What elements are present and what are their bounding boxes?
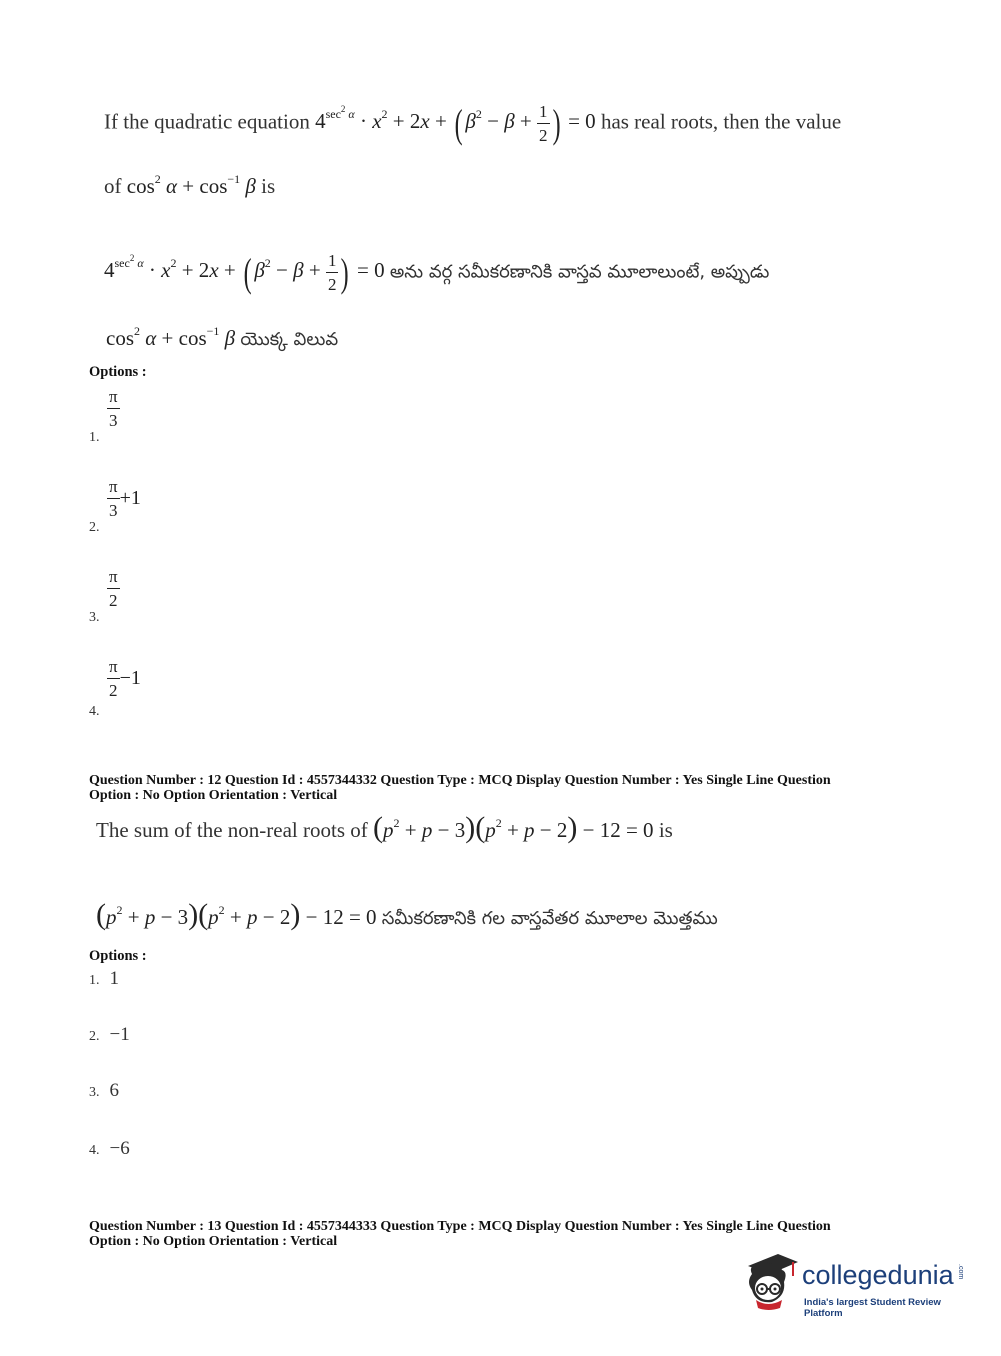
q12-te-text: సమీకరణానికి గల వాస్తవేతర మూలాల మొత్తము (381, 908, 718, 929)
question-11-english-line2 (104, 172, 275, 199)
option-value: 6 (109, 1080, 119, 1101)
q12-option-3[interactable] (89, 1080, 119, 1102)
option-number: 3. (89, 1085, 100, 1100)
q11-en-prefix: If the quadratic equation (104, 109, 310, 134)
option-expression: $\frac{\pi}{3}$ +1 (109, 477, 141, 520)
q11-te-expression: $\cos^2 \alpha + \cos^{-1} \beta$ (106, 324, 236, 350)
question-11-telugu-line2 (106, 324, 338, 354)
logo-tagline: India's largest Student Review Platform (804, 1297, 941, 1319)
q12-meta-line2: Option : No Option Orientation : Vertical (89, 788, 338, 803)
q13-meta-line1: Question Number : 13 Question Id : 4557344333 Question Type : MCQ Display Question Number : Yes Single Line Question (89, 1219, 831, 1234)
option-number: 2. (89, 520, 100, 535)
option-fraction: $\frac{\pi}{3}$ (109, 387, 118, 430)
option-number: 4. (89, 704, 100, 719)
q12-en-suffix: is (658, 818, 673, 842)
question-12-english (96, 811, 673, 845)
q12-equation: $(p^2 + p - 3)(p^2 + p - 2) - 12 = 0$ (373, 811, 659, 844)
q12-option-1[interactable] (89, 968, 119, 990)
q11-te-line2-text: యొక్క విలువ (240, 329, 339, 350)
q11-en-line2-prefix: of (104, 174, 122, 198)
q11-equation: $4^{sec^2 \alpha} \cdot x^2 + 2x$ + ( $\beta^2 - \beta$ + $\frac{1}{2}$ ) = 0 (315, 101, 601, 146)
q13-meta (89, 1219, 831, 1249)
q11-en-suffix: has real roots, then the value (600, 109, 842, 134)
q11-en-line2-suffix: is (261, 174, 276, 198)
q12-meta (89, 773, 831, 803)
q11-te-equation: $4^{sec^2 \alpha} \cdot x^2 + 2x$ + ( $\beta^2 - \beta$ + $\frac{1}{2}$ ) = 0 (104, 250, 390, 295)
option-value: −6 (109, 1138, 130, 1159)
q11-options-label: Options : (89, 364, 147, 380)
logo-dotcom: .com (957, 1264, 964, 1280)
q11-expression: $\cos^2 \alpha + \cos^{-1} \beta$ (126, 172, 256, 198)
mascot-icon (742, 1252, 800, 1314)
option-number: 2. (89, 1029, 100, 1044)
q11-te-line1-text: అను వర్గ సమీకరణానికి వాస్తవ మూలాలుంటే, అప్పుడు (389, 261, 770, 283)
q12-options-label: Options : (89, 948, 147, 964)
option-fraction: $\frac{\pi}{2}$ (109, 567, 118, 610)
q12-meta-line1: Question Number : 12 Question Id : 4557344332 Question Type : MCQ Display Question Number : Yes Single Line Question (89, 773, 831, 788)
logo-wordmark: collegedunia (802, 1260, 954, 1290)
question-11-english-line1 (104, 100, 841, 147)
question-11-telugu-line1 (104, 249, 769, 296)
collegedunia-logo (742, 1250, 972, 1320)
question-12-telugu (96, 898, 718, 933)
q13-meta-line2: Option : No Option Orientation : Vertical (89, 1234, 338, 1249)
q12-te-equation: $(p^2 + p - 3)(p^2 + p - 2) - 12 = 0$ (96, 898, 382, 931)
option-value: −1 (109, 1024, 130, 1045)
option-value: 1 (109, 968, 119, 989)
q12-option-2[interactable] (89, 1024, 130, 1046)
option-number: 1. (89, 430, 100, 445)
option-number: 4. (89, 1143, 100, 1158)
option-expression: $\frac{\pi}{2}$ −1 (109, 657, 141, 700)
q12-option-4[interactable] (89, 1138, 130, 1160)
option-number: 3. (89, 610, 100, 625)
option-number: 1. (89, 973, 100, 988)
q12-en-prefix: The sum of the non-real roots of (96, 818, 368, 842)
